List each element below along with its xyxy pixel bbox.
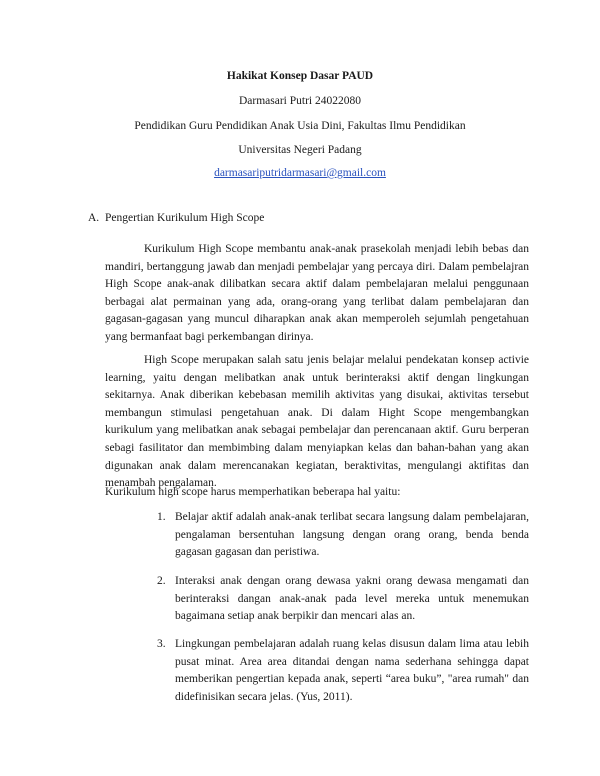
document-title: Hakikat Konsep Dasar PAUD bbox=[226, 70, 374, 82]
author-line: Darmasari Putri 24022080 bbox=[238, 95, 361, 107]
faculty-line: Pendidikan Guru Pendidikan Anak Usia Dini, Fakultas Ilmu Pendidikan bbox=[134, 120, 466, 132]
email-link[interactable]: darmasariputridarmasari@gmail.com bbox=[214, 167, 386, 179]
university-line: Universitas Negeri Padang bbox=[238, 144, 362, 156]
section-heading bbox=[88, 212, 264, 224]
list-item-text: Belajar aktif adalah anak-anak terlibat secara langsung dalam pembelajaran, pengalaman bersentuhan langsung dengan orang orang, benda benda gagasan gagasan dan peristiwa. bbox=[175, 511, 529, 559]
list-item-text: Lingkungan pembelajaran adalah ruang kelas disusun dalam lima atau lebih pusat minat. Area area ditandai dengan nama sederhana sehingga dapat memberikan pengertian kepada anak, seperti “area buku”, "area rumah" dan didefinisikan secara jelas. (Yus, 2011). bbox=[175, 638, 529, 703]
list-item bbox=[157, 509, 529, 562]
list-item-number: 1. bbox=[157, 511, 166, 523]
paragraph-2: High Scope merupakan salah satu jenis belajar melalui pendekatan konsep activie learning, yaitu dengan melibatkan anak untuk berinteraksi aktif dengan lingkungan sekitarnya. Anak diberikan kebebasan memilih aktivitas yang disukai, aktivitas tersebut membangun stimulasi pengetahuan anak. Di dalam Hight Scope mengembangkan kurikulum yang melibatkan anak sebagai pembelajar dan perencanaan aktif. Guru berperan sebagi fasilitator dan membimbing dalam menyiapkan kelas dan bahan-bahan yang akan digunakan anak dalam merencanakan kegiatan, beraktivitas, mengulangi aktifitas dan menambah pengalaman. bbox=[105, 354, 529, 490]
list-item-number: 2. bbox=[157, 575, 166, 587]
list-item-text: Interaksi anak dengan orang dewasa yakni orang dewasa mengamati dan berinteraksi dangan anak-anak pada level mereka untuk menemukan bagaimana setiap anak berpikir dan mencari alas an. bbox=[175, 575, 529, 623]
list-intro: Kurikulum high scope harus memperhatikan beberapa hal yaitu: bbox=[105, 486, 401, 498]
section-title: Pengertian Kurikulum High Scope bbox=[105, 212, 265, 224]
section-number: A. bbox=[88, 212, 100, 224]
list-item bbox=[157, 573, 529, 626]
paragraph-1: Kurikulum High Scope membantu anak-anak prasekolah menjadi lebih bebas dan mandiri, bertanggung jawab dan menjadi pembelajar yang percaya diri. Dalam pembelajran High Scope anak-anak dilibatkan secara aktif dalam pembelajaran melalui penggunaan berbagai alat permainan yang ada, orang-orang yang terlibat dalam pembelajaran dan gagasan-gagasan yang muncul diharapkan anak akan memperoleh sejumlah pengetahuan yang bermanfaat bagi perkembangan dirinya. bbox=[105, 243, 529, 343]
list-item-number: 3. bbox=[157, 638, 166, 650]
list-item bbox=[157, 636, 529, 706]
